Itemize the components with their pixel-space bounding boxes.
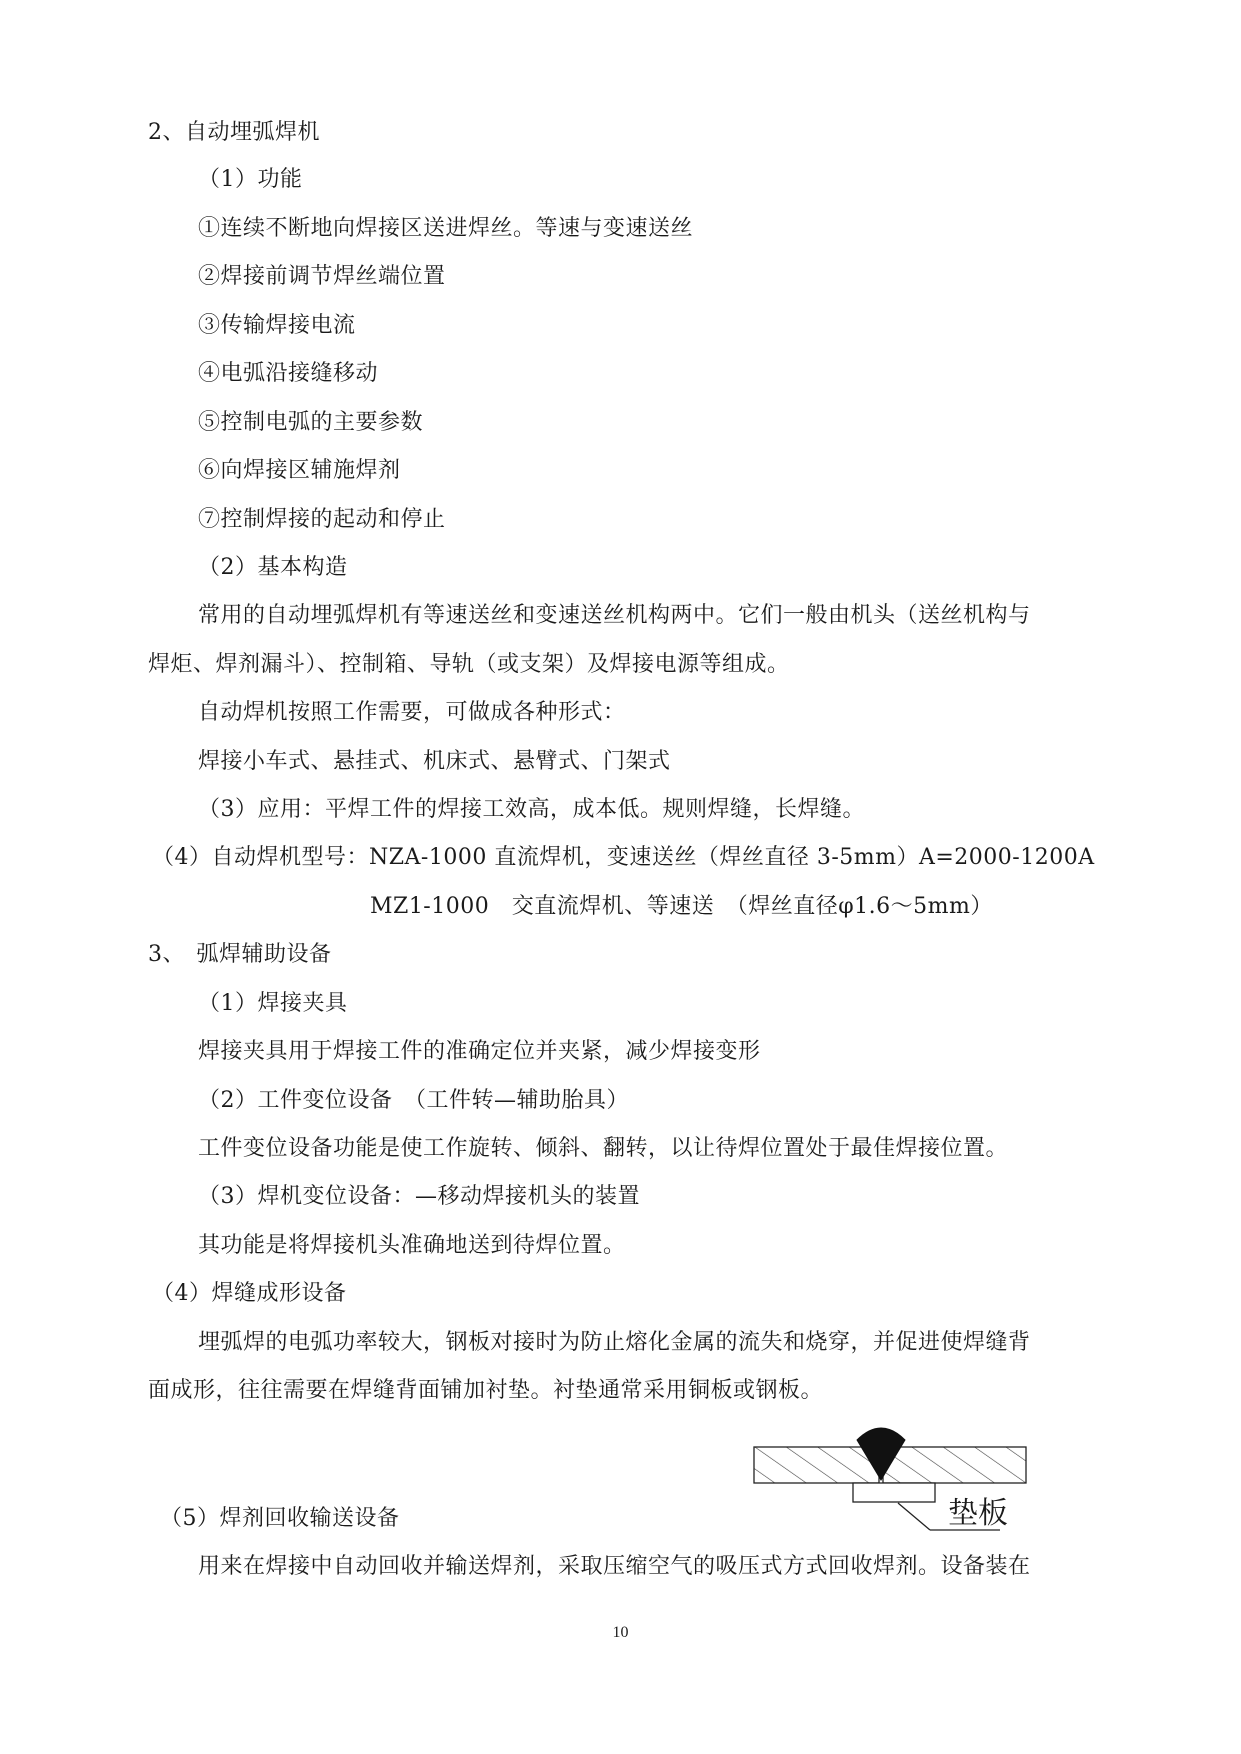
paragraph-seam-forming-line-2: 面成形，往往需要在焊缝背面铺加衬垫。衬垫通常采用铜板或钢板。 bbox=[148, 1378, 824, 1403]
subheading-function: （1）功能 bbox=[198, 167, 303, 192]
subheading-workpiece-positioner: （2）工件变位设备 （工件转—辅助胎具） bbox=[198, 1088, 629, 1113]
leader-line bbox=[898, 1503, 930, 1530]
subheading-welding-fixture: （1）焊接夹具 bbox=[198, 991, 348, 1016]
backing-plate bbox=[853, 1483, 935, 1502]
model-line-mz1: MZ1-1000 交直流焊机、等速送 （焊丝直径φ1.6～5mm） bbox=[370, 894, 993, 919]
paragraph-seam-forming-line-1: 埋弧焊的电弧功率较大，钢板对接时为防止熔化金属的流失和烧穿，并促进使焊缝背 bbox=[198, 1330, 1031, 1355]
list-item-6: ⑥向焊接区辅施焊剂 bbox=[198, 458, 401, 483]
steel-plate-right bbox=[883, 1447, 1026, 1483]
list-item-4: ④电弧沿接缝移动 bbox=[198, 361, 379, 386]
list-item-1: ①连续不断地向焊接区送进焊丝。等速与变速送丝 bbox=[198, 216, 694, 241]
paragraph-welding-fixture: 焊接夹具用于焊接工件的准确定位并夹紧，减少焊接变形 bbox=[198, 1039, 761, 1064]
subheading-application: （3）应用：平焊工件的焊接工效高，成本低。规则焊缝，长焊缝。 bbox=[198, 797, 865, 822]
page-number: 10 bbox=[612, 1624, 629, 1641]
subheading-flux-recovery: （5）焊剂回收输送设备 bbox=[160, 1506, 400, 1531]
steel-plate-left bbox=[754, 1447, 879, 1483]
list-item-7: ⑦控制焊接的起动和停止 bbox=[198, 507, 446, 532]
heading-2-automatic-saw-machine: 2、自动埋弧焊机 bbox=[148, 120, 320, 145]
backing-plate-label: 垫板 bbox=[948, 1496, 1008, 1531]
paragraph-forms-intro: 自动焊机按照工作需要，可做成各种形式： bbox=[198, 700, 626, 725]
paragraph-structure-line-1: 常用的自动埋弧焊机有等速送丝和变速送丝机构两中。它们一般由机头（送丝机构与 bbox=[198, 603, 1031, 628]
subheading-basic-structure: （2）基本构造 bbox=[198, 555, 348, 580]
paragraph-flux-recovery: 用来在焊接中自动回收并输送焊剂，采取压缩空气的吸压式方式回收焊剂。设备装在 bbox=[198, 1554, 1031, 1579]
paragraph-forms-list: 焊接小车式、悬挂式、机床式、悬臂式、门架式 bbox=[198, 749, 671, 774]
heading-3-auxiliary-equipment: 3、 弧焊辅助设备 bbox=[148, 942, 332, 967]
list-item-5: ⑤控制电弧的主要参数 bbox=[198, 410, 424, 435]
model-line-nza: （4）自动焊机型号：NZA-1000 直流焊机，变速送丝（焊丝直径 3-5mm）A=2000-1200A bbox=[152, 845, 1095, 870]
list-item-3: ③传输焊接电流 bbox=[198, 313, 356, 338]
paragraph-machine-positioner: 其功能是将焊接机头准确地送到待焊位置。 bbox=[198, 1233, 626, 1258]
subheading-machine-positioner: （3）焊机变位设备：—移动焊接机头的装置 bbox=[198, 1184, 640, 1209]
paragraph-structure-line-2: 焊炬、焊剂漏斗）、控制箱、导轨（或支架）及焊接电源等组成。 bbox=[148, 652, 790, 677]
paragraph-workpiece-positioner: 工件变位设备功能是使工作旋转、倾斜、翻转，以让待焊位置处于最佳焊接位置。 bbox=[198, 1136, 1009, 1161]
subheading-seam-forming: （4）焊缝成形设备 bbox=[152, 1281, 347, 1306]
list-item-2: ②焊接前调节焊丝端位置 bbox=[198, 264, 446, 289]
